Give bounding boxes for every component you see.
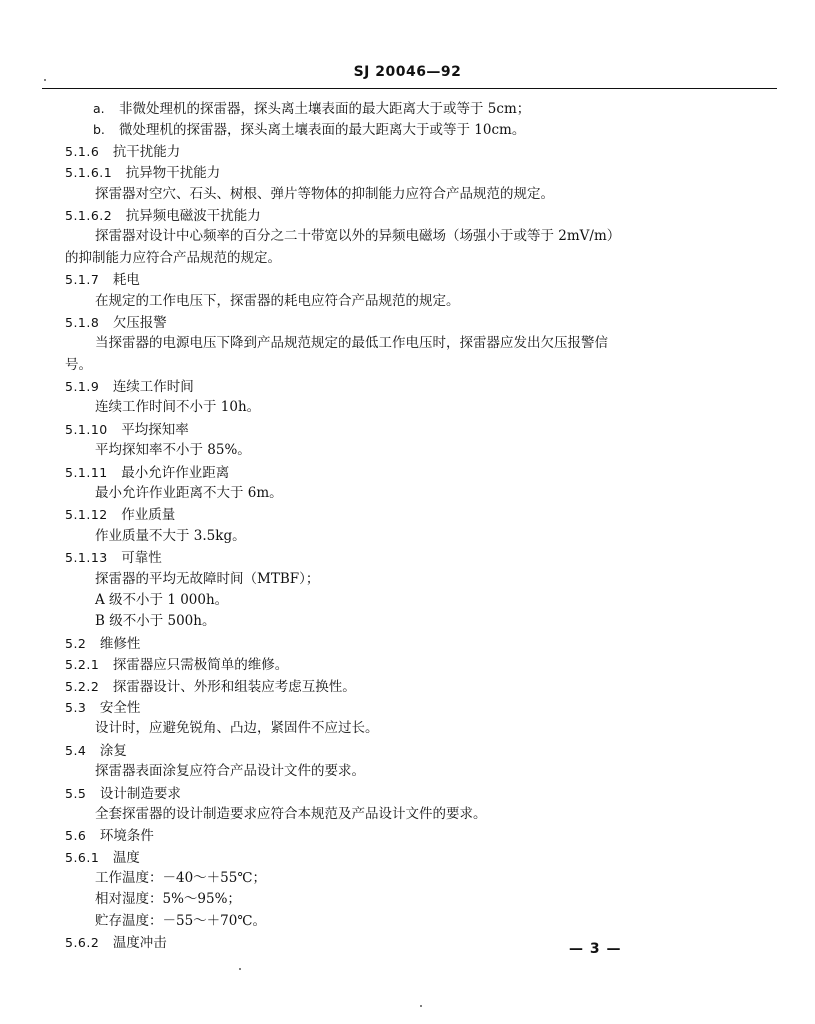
section-number: 5.6.2 <box>65 935 100 951</box>
section-5-2-2 <box>65 676 640 697</box>
section-5-1-6-1 <box>65 162 640 183</box>
section-number: 5.1.6 <box>65 143 100 159</box>
section-title: 环境条件 <box>99 828 154 845</box>
section-title: 平均探知率 <box>121 421 189 438</box>
section-5-5 <box>65 783 640 804</box>
section-5-6 <box>65 825 640 846</box>
section-5-1-10 <box>65 419 640 440</box>
paragraph: 探雷器对空穴、石头、树根、弹片等物体的抑制能力应符合产品规范的规定。 <box>95 185 554 202</box>
paragraph: 在规定的工作电压下，探雷器的耗电应符合产品规范的规定。 <box>95 292 460 309</box>
page-number: — 3 — <box>569 941 622 957</box>
section-number: 5.6.1 <box>65 849 100 865</box>
paragraph: A 级不小于 1 000h。 <box>95 591 229 608</box>
section-title: 抗干扰能力 <box>112 143 181 160</box>
list-text: 非微处理机的探雷器，探头离土壤表面的最大距离大于或等于 5cm； <box>119 101 531 117</box>
list-mark: b. <box>93 122 105 138</box>
section-number: 5.1.12 <box>65 507 108 523</box>
scan-speck <box>239 968 241 970</box>
section-5-3 <box>65 697 640 718</box>
paragraph: 相对湿度：5%～95%； <box>95 891 241 908</box>
section-title: 探雷器设计、外形和组装应考虑互换性。 <box>112 678 356 695</box>
paragraph: 工作温度：－40～＋55℃； <box>95 870 266 887</box>
list-item-b <box>65 119 640 140</box>
section-number: 5.5 <box>65 785 87 801</box>
paragraph: 探雷器的平均无故障时间（MTBF）； <box>95 570 320 587</box>
paragraph: 作业质量不大于 3.5kg。 <box>95 527 246 544</box>
section-number: 5.2.1 <box>65 657 100 673</box>
section-number: 5.6 <box>65 828 87 844</box>
section-5-1-6-2 <box>65 205 640 226</box>
section-number: 5.1.11 <box>65 464 108 480</box>
document-body <box>65 98 640 954</box>
section-5-1-9 <box>65 376 640 397</box>
section-5-1-12 <box>65 504 640 525</box>
section-title: 温度冲击 <box>112 935 167 952</box>
section-title: 欠压报警 <box>112 314 167 331</box>
section-number: 5.1.6.1 <box>65 165 113 181</box>
paragraph: 连续工作时间不小于 10h。 <box>95 399 261 416</box>
section-title: 作业质量 <box>121 507 176 524</box>
section-title: 耗电 <box>112 272 140 289</box>
section-title: 涂复 <box>99 742 127 759</box>
section-number: 5.1.9 <box>65 379 100 395</box>
paragraph: 平均探知率不小于 85%。 <box>95 442 251 459</box>
section-5-2-1 <box>65 654 640 675</box>
header-rule <box>42 88 777 89</box>
section-5-4 <box>65 740 640 761</box>
section-title: 可靠性 <box>121 550 162 567</box>
section-5-6-2 <box>65 932 640 953</box>
standard-code: SJ 20046—92 <box>353 64 462 80</box>
scan-speck <box>420 1005 422 1007</box>
section-title: 连续工作时间 <box>112 379 194 396</box>
section-title: 设计制造要求 <box>99 785 181 802</box>
section-number: 5.2 <box>65 635 87 651</box>
paragraph: 最小允许作业距离不大于 6m。 <box>95 485 283 502</box>
section-number: 5.1.7 <box>65 272 100 288</box>
scan-speck <box>44 79 46 81</box>
paragraph: 探雷器对设计中心频率的百分之二十带宽以外的异频电磁场（场强小于或等于 2mV/m） <box>95 228 621 245</box>
paragraph-continuation: 的抑制能力应符合产品规范的规定。 <box>65 249 281 266</box>
list-text: 微处理机的探雷器，探头离土壤表面的最大距离大于或等于 10cm。 <box>119 122 526 139</box>
section-number: 5.1.8 <box>65 314 100 330</box>
list-item-a <box>65 98 640 119</box>
section-number: 5.1.13 <box>65 550 108 566</box>
section-number: 5.2.2 <box>65 678 100 694</box>
section-number: 5.1.6.2 <box>65 207 113 223</box>
paragraph: 探雷器表面涂复应符合产品设计文件的要求。 <box>95 763 365 780</box>
paragraph: 当探雷器的电源电压下降到产品规范规定的最低工作电压时，探雷器应发出欠压报警信 <box>95 335 608 352</box>
section-5-1-7 <box>65 269 640 290</box>
paragraph-continuation: 号。 <box>65 356 92 373</box>
section-title: 温度 <box>112 849 140 866</box>
paragraph: 贮存温度：－55～＋70℃。 <box>95 912 266 929</box>
paragraph: B 级不小于 500h。 <box>95 613 216 630</box>
section-5-1-6 <box>65 141 640 162</box>
list-mark: a. <box>93 101 105 116</box>
section-title: 安全性 <box>99 699 141 716</box>
section-5-1-13 <box>65 547 640 568</box>
paragraph: 全套探雷器的设计制造要求应符合本规范及产品设计文件的要求。 <box>95 805 487 822</box>
paragraph: 设计时，应避免锐角、凸边，紧固件不应过长。 <box>95 720 379 737</box>
section-number: 5.3 <box>65 699 87 715</box>
section-title: 抗异物干扰能力 <box>125 165 221 182</box>
section-5-2 <box>65 633 640 654</box>
section-number: 5.4 <box>65 742 87 758</box>
section-title: 抗异频电磁波干扰能力 <box>125 207 261 224</box>
section-title: 探雷器应只需极简单的维修。 <box>112 657 289 674</box>
section-title: 维修性 <box>99 635 141 652</box>
section-5-1-8 <box>65 312 640 333</box>
section-5-6-1 <box>65 847 640 868</box>
section-number: 5.1.10 <box>65 421 108 437</box>
section-5-1-11 <box>65 462 640 483</box>
section-title: 最小允许作业距离 <box>121 464 230 481</box>
